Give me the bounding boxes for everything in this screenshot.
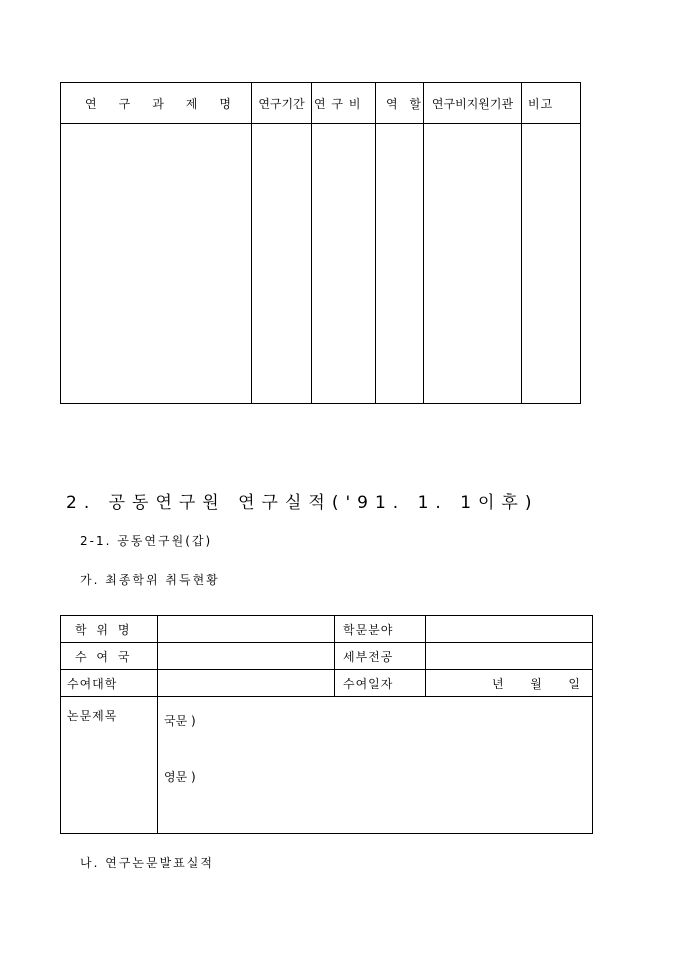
label-academic-field: 학문분야 bbox=[335, 616, 426, 643]
value-major[interactable] bbox=[426, 643, 593, 670]
value-award-date[interactable] bbox=[426, 670, 593, 697]
value-academic-field[interactable] bbox=[426, 616, 593, 643]
thesis-korean-label: 국문 ) bbox=[164, 714, 196, 728]
header-role-char: 할 bbox=[409, 96, 421, 111]
header-project-title bbox=[61, 83, 252, 124]
header-project-title-char: 과 bbox=[152, 96, 164, 111]
date-unit-year: 년 bbox=[492, 676, 504, 691]
thesis-english-label: 영문 ) bbox=[164, 770, 196, 784]
value-degree-name[interactable] bbox=[158, 616, 335, 643]
label-university: 수여대학 bbox=[61, 670, 158, 697]
item-degree-status: 가. 최종학위 취득현황 bbox=[80, 573, 220, 587]
research-projects-table bbox=[60, 82, 581, 404]
label-thesis-title: 논문제목 bbox=[61, 697, 158, 834]
label-awarding-country: 수 여 국 bbox=[61, 643, 158, 670]
item-paper-publications: 나. 연구논문발표실적 bbox=[80, 856, 214, 870]
header-note: 비고 bbox=[522, 83, 581, 124]
degree-table bbox=[60, 615, 593, 834]
header-project-title-char: 명 bbox=[219, 96, 231, 111]
value-university[interactable] bbox=[158, 670, 335, 697]
subsection-title: 2-1. 공동연구원(갑) bbox=[80, 534, 213, 548]
header-funding-agency: 연구비지원기관 bbox=[424, 83, 522, 124]
cell-note[interactable] bbox=[522, 124, 581, 404]
cell-research-cost[interactable] bbox=[312, 124, 376, 404]
value-thesis-title[interactable] bbox=[158, 697, 593, 834]
header-project-title-char: 구 bbox=[118, 96, 131, 111]
label-major: 세부전공 bbox=[335, 643, 426, 670]
section-title: 2. 공동연구원 연구실적('91. 1. 1이후) bbox=[66, 493, 539, 513]
date-unit-month: 월 bbox=[530, 676, 542, 691]
header-role-char: 역 bbox=[386, 96, 398, 111]
date-unit-day: 일 bbox=[568, 676, 580, 691]
header-role bbox=[376, 83, 424, 124]
label-award-date: 수여일자 bbox=[335, 670, 426, 697]
header-research-cost: 연 구 비 bbox=[312, 83, 376, 124]
header-project-title-char: 제 bbox=[185, 96, 198, 111]
header-project-title-char: 연 bbox=[85, 96, 97, 111]
cell-role[interactable] bbox=[376, 124, 424, 404]
cell-funding-agency[interactable] bbox=[424, 124, 522, 404]
value-awarding-country[interactable] bbox=[158, 643, 335, 670]
label-degree-name: 학 위 명 bbox=[61, 616, 158, 643]
cell-research-period[interactable] bbox=[252, 124, 312, 404]
header-research-period: 연구기간 bbox=[252, 83, 312, 124]
cell-project-title[interactable] bbox=[61, 124, 252, 404]
